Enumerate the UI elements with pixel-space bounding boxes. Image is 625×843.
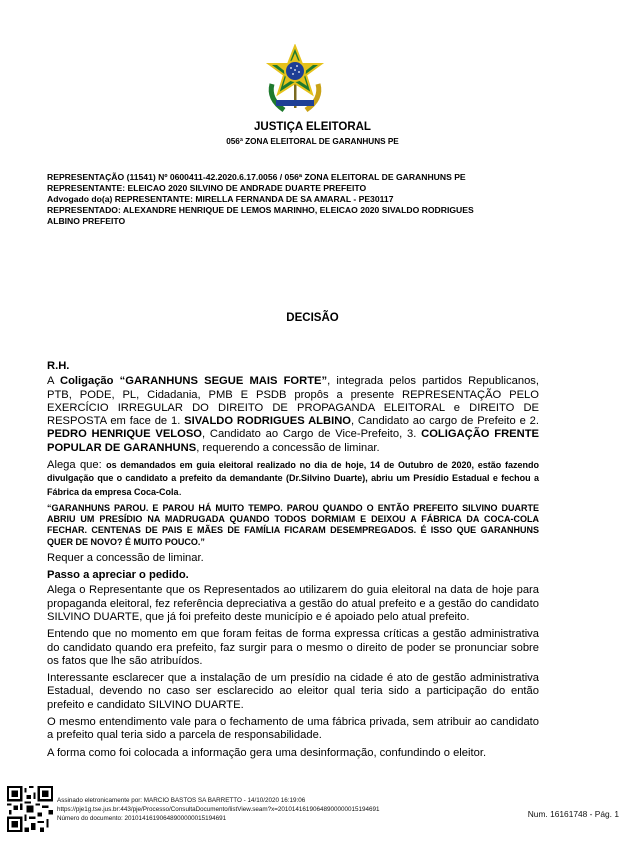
verification-url[interactable]: https://pje1g.tse.jus.br:443/pje/Processo/ConsultaDocumento/listView.seam?x=20101416190648900000015194691 (57, 806, 380, 813)
rh-heading: R.H. (47, 360, 70, 372)
signed-by: Assinado eletronicamente por: MARCIO BASTOS SA BARRETTO - 14/10/2020 16:19:06 (57, 797, 306, 804)
paragraph-6: Interessante esclarecer que a instalação de um presídio na cidade é ato de gestão administrativa Estadual, devendo no caso ser esclarecido ao eleitor qual teria sido a participação do então prefeito e candidato SILVINO DUARTE. (47, 672, 539, 711)
court-title: JUSTIÇA ELEITORAL (254, 121, 371, 133)
document-number: Número do documento: 20101416190648900000015194691 (57, 815, 227, 822)
case-represented-cont: ALBINO PREFEITO (47, 216, 126, 226)
signature-footer (7, 786, 619, 838)
case-lawyer: Advogado do(a) REPRESENTANTE: MIRELLA FERNANDA DE SA AMARAL - PE30117 (47, 194, 394, 204)
paragraph-coalition: A Coligação “GARANHUNS SEGUE MAIS FORTE”, integrada pelos partidos Republicanos, PTB, PODE, PL, Cidadania, PMB E PSDB propôs a presente REPRESENTAÇÃO PELO EXERCÍCIO IRREGULAR DO DIREITO DE PROPAGANDA ELEITORAL e DIREITO DE RESPOSTA em face de 1. SIVALDO RODRIGUES ALBINO, Candidato ao cargo de Prefeito e 2. PEDRO HENRIQUE VELOSO, Candidato ao Cargo de Vice-Prefeito, 3. COLIGAÇÃO FRENTE POPULAR DE GARANHUNS, requerendo a concessão de liminar. (47, 375, 539, 454)
paragraph-requer: Requer a concessão de liminar. (47, 551, 204, 564)
paragraph-7: O mesmo entendimento vale para o fechamento de uma fábrica privada, sem atribuir ao candidato a prefeito qual teria sido a parcela de responsabilidade. (47, 716, 539, 742)
decision-title: DECISÃO (286, 312, 339, 324)
decision-body (47, 360, 539, 764)
case-number: REPRESENTAÇÃO (11541) Nº 0600411-42.2020.6.17.0056 / 056ª ZONA ELEITORAL DE GARANHUNS PE (47, 172, 466, 182)
case-represented: REPRESENTADO: ALEXANDRE HENRIQUE DE LEMOS MARINHO, ELEICAO 2020 SIVALDO RODRIGUES (47, 205, 474, 215)
signature-text (57, 796, 379, 823)
paragraph-alega: Alega que: os demandados em guia eleitoral realizado no dia de hoje, 14 de Outubro de 2020, estão fazendo divulgação que o candidato a prefeito da demandante (Dr.Silvino Duarte), abriu um Presídio Estadual e fechou a Fábrica da empresa Coca-Cola. (47, 459, 540, 498)
case-representative: REPRESENTANTE: ELEICAO 2020 SILVINO DE ANDRADE DUARTE PREFEITO (47, 183, 367, 193)
paragraph-5: Entendo que no momento em que foram feitas de forma expressa críticas a gestão administrativa do candidato quando era prefeito, faz surgir para o mesmo o direito de poder se pronunciar sobre os fatos que lhe são atribuídos. (47, 628, 539, 667)
quote-block: “GARANHUNS PAROU. E PAROU HÁ MUITO TEMPO. PAROU QUANDO O ENTÃO PREFEITO SILVINO DUARTE ABRIU UM PRESÍDIO NA MADRUGADA QUANDO TODOS DORMIAM E DEIXOU A FÁBRICA DA COCA-COLA FECHAR. CENTENAS DE PAIS E MÃES DE FAMÍLIA FICARAM DESEMPREGADOS. É ISSO QUE GARANHUNS QUER DE NOVO? É MUITO POUCO.” (47, 502, 539, 547)
qr-code-icon[interactable] (7, 786, 53, 832)
coat-of-arms-icon (264, 44, 326, 114)
paragraph-4: Alega o Representante que os Representados ao utilizarem do guia eleitoral na data de hoje para propaganda eleitoral, fez referência depreciativa a gestão do atual prefeito e a gestão do candidato SILVINO DUARTE, que já foi prefeito deste município e é apoiado pelo atual prefeito. (47, 584, 539, 623)
court-zone: 056ª ZONA ELEITORAL DE GARANHUNS PE (226, 137, 399, 146)
page-number: Num. 16161748 - Pág. 1 (527, 809, 619, 819)
paragraph-8: A forma como foi colocada a informação gera uma desinformação, confundindo o eleitor. (47, 746, 487, 759)
subtitle: Passo a apreciar o pedido. (47, 569, 189, 582)
case-header (47, 172, 567, 227)
